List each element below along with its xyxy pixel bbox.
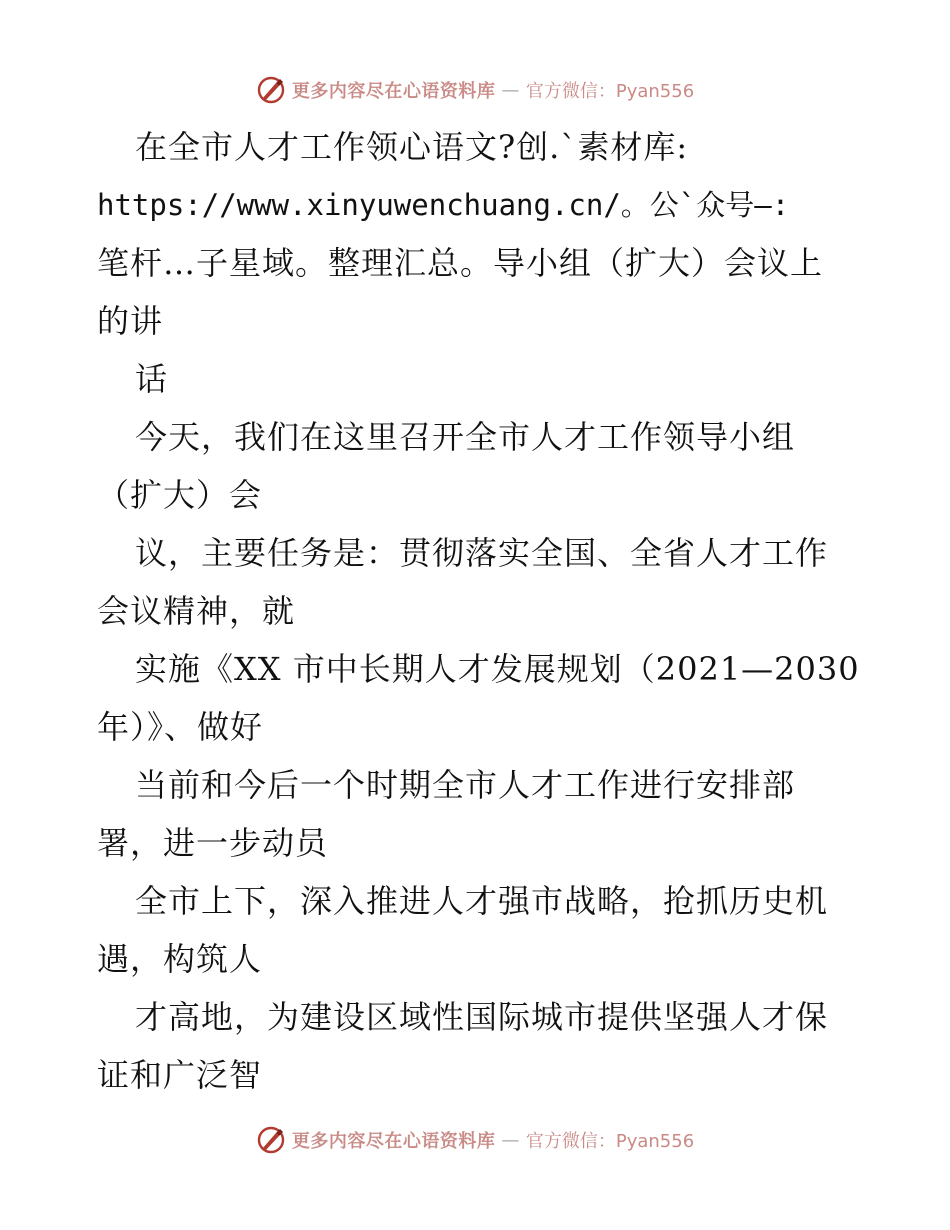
text-line: 笔杆…子星域。整理汇总。导小组（扩大）会议上: [97, 244, 824, 282]
watermark-dash: —: [501, 79, 520, 101]
text-line: 会议精神，就: [97, 592, 296, 630]
watermark-contact: 官方微信：Pyan556: [525, 1131, 695, 1152]
text-line: 年）》、做好: [97, 708, 264, 746]
text-line: 议，主要任务是：贯彻落实全国、全省人才工作: [135, 534, 829, 572]
text-line: 实施《XX 市中长期人才发展规划（2021—2030: [135, 650, 860, 688]
header-watermark: [0, 72, 950, 108]
text-line: 的讲: [97, 302, 164, 340]
text-line: 署，进一步动员: [97, 824, 329, 862]
watermark-text: 更多内容尽在心语资料库: [291, 81, 496, 102]
watermark-contact: 官方微信：Pyan556: [525, 81, 695, 102]
document-body: [97, 118, 867, 1104]
text-line: 在全市人才工作领心语文?创.`素材库:: [135, 128, 689, 166]
pen-logo-icon: [256, 75, 286, 105]
text-line: 当前和今后一个时期全市人才工作进行安排部: [135, 766, 796, 804]
text-line: 全市上下，深入推进人才强市战略，抢抓历史机: [135, 882, 829, 920]
text-line: 证和广泛智: [97, 1056, 263, 1094]
watermark-dash: —: [501, 1129, 520, 1151]
text-line: （扩大）会: [97, 476, 263, 514]
text-line: https://www.xinyuwenchuang.cn/。公`众号—:: [97, 188, 790, 222]
text-line: 遇，构筑人: [97, 940, 263, 978]
footer-watermark: [0, 1122, 950, 1158]
text-line: 才高地，为建设区域性国际城市提供坚强人才保: [135, 998, 829, 1036]
text-line: 今天，我们在这里召开全市人才工作领导小组: [135, 418, 796, 456]
text-line: 话: [135, 360, 169, 398]
pen-logo-icon: [256, 1125, 286, 1155]
watermark-text: 更多内容尽在心语资料库: [291, 1131, 496, 1152]
